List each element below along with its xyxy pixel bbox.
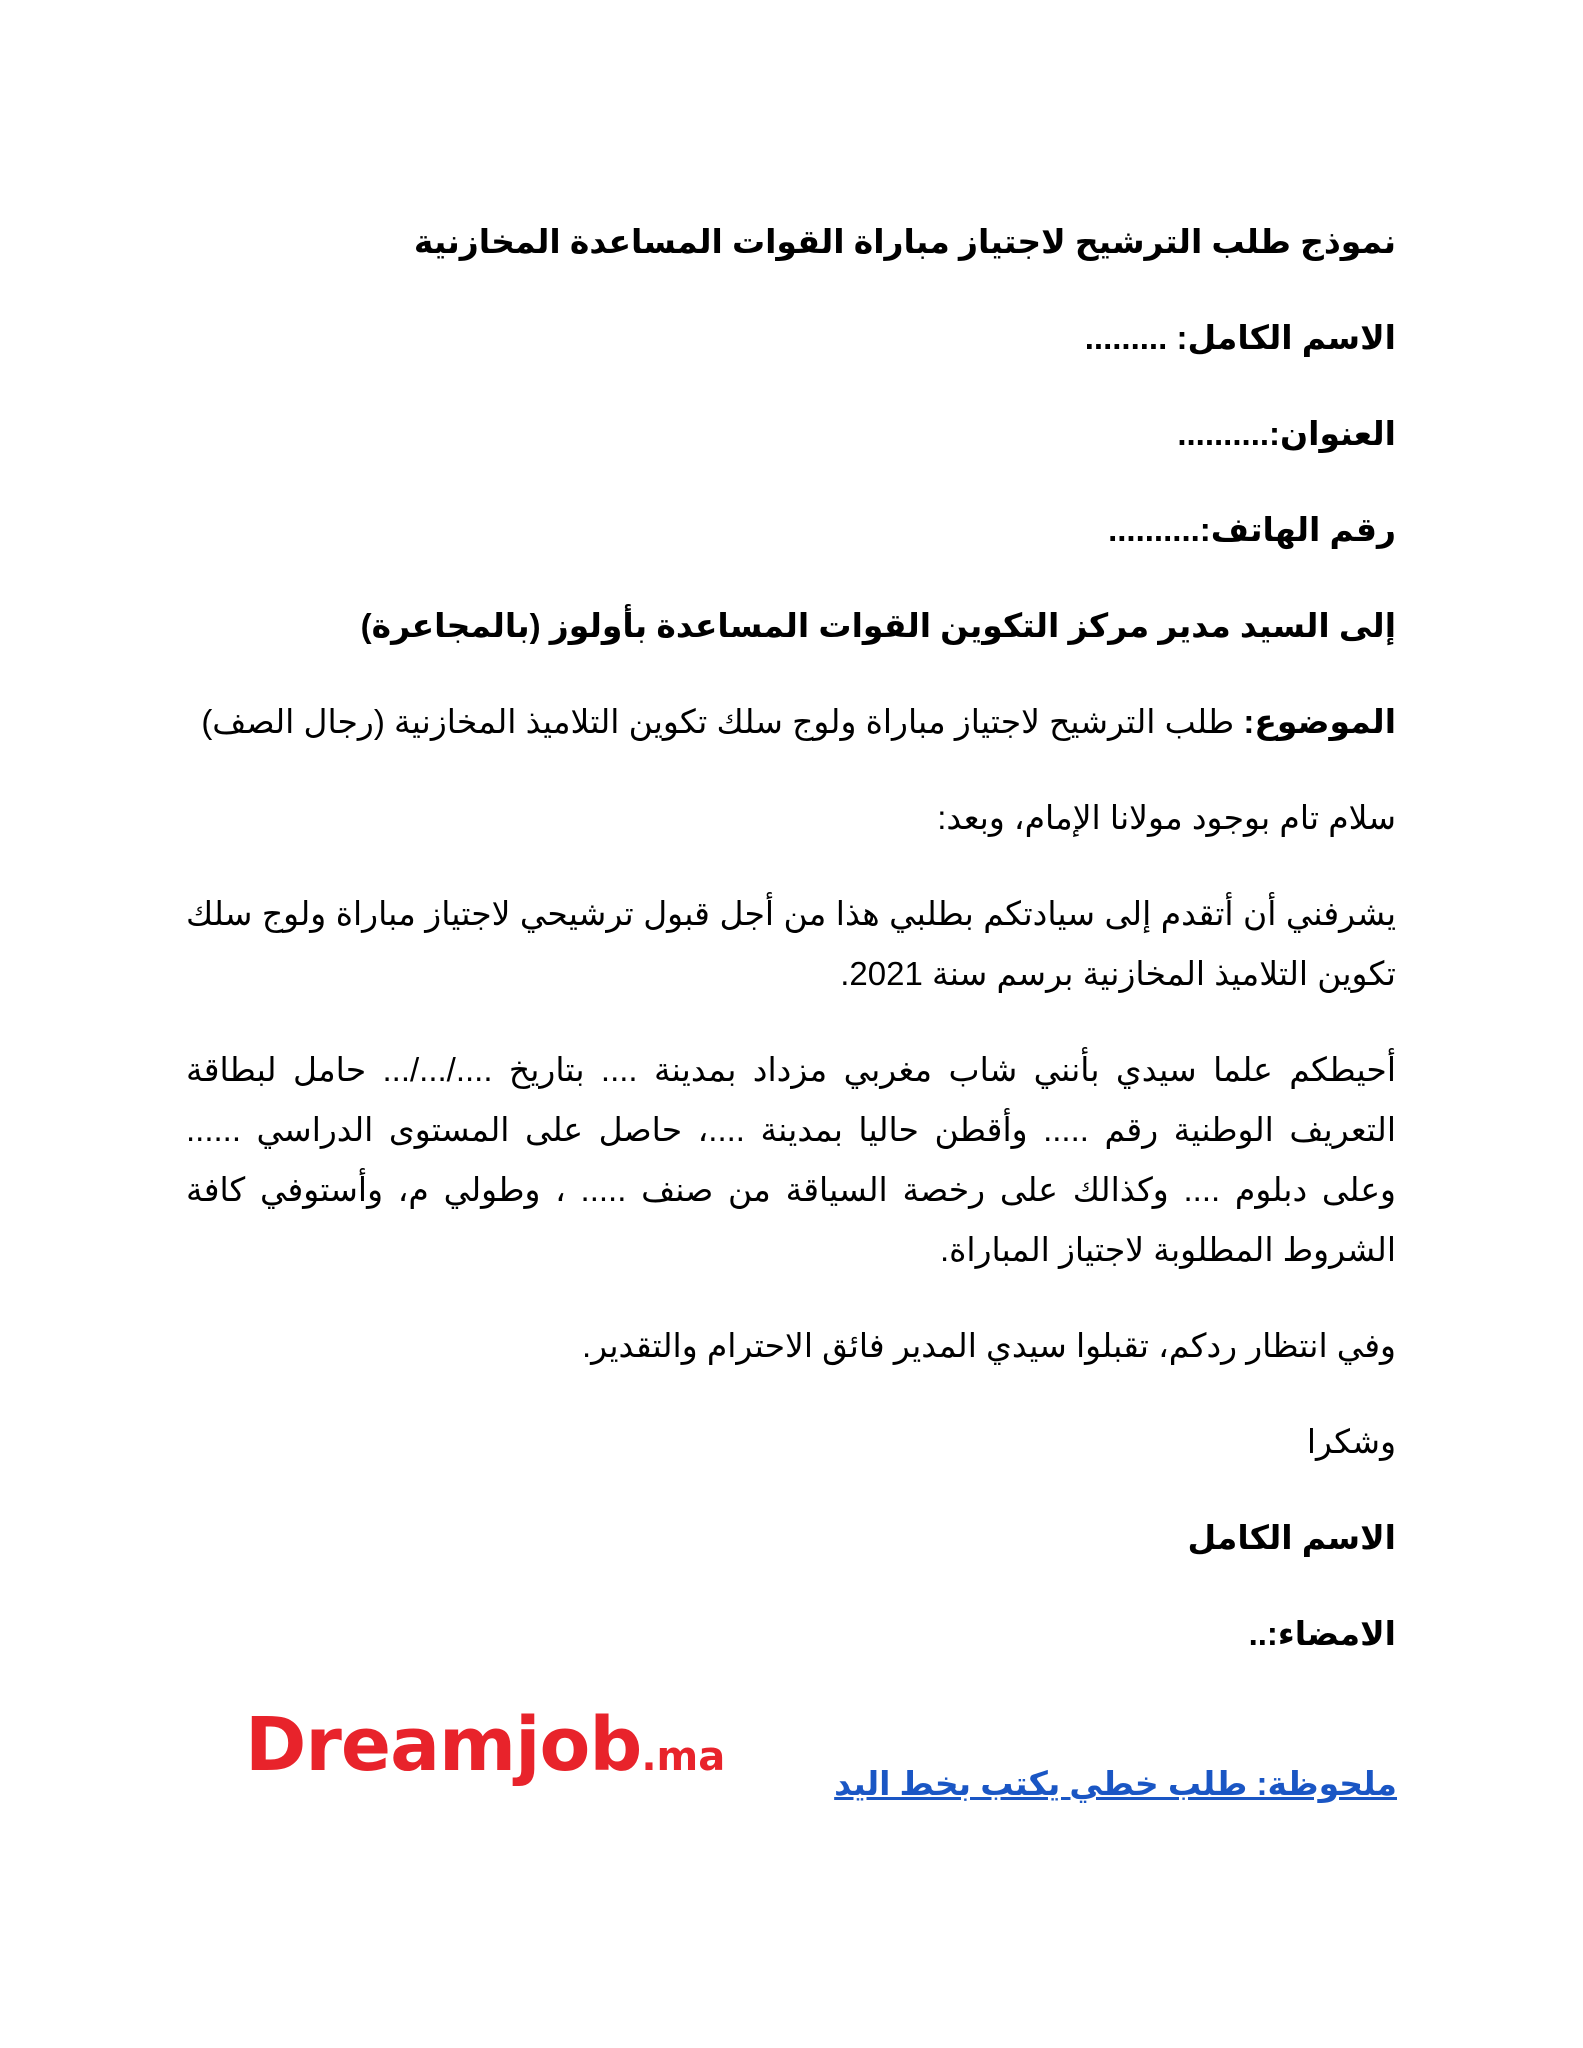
- recipient-line: إلى السيد مدير مركز التكوين القوات المساعدة بأولوز (بالمجاعرة): [360, 607, 1396, 644]
- signature-label: الامضاء:..: [1248, 1615, 1396, 1652]
- subject-label: الموضوع:: [1243, 703, 1396, 740]
- greeting-line: سلام تام بوجود مولانا الإمام، وبعد:: [937, 799, 1396, 836]
- full-name-line: [186, 308, 1396, 368]
- signature-name-label: الاسم الكامل: [1187, 1519, 1396, 1556]
- subject-line: [186, 692, 1396, 752]
- handwritten-note-link[interactable]: ملحوظة: طلب خطي يكتب بخط اليد: [834, 1765, 1397, 1802]
- letter-body: [186, 212, 1396, 1700]
- document-title: نموذج طلب الترشيح لاجتياز مباراة القوات المساعدة المخازنية: [413, 223, 1396, 260]
- address-value: ..........: [1177, 415, 1270, 452]
- phone-line: [186, 500, 1396, 560]
- logo-main-text: Dreamjob: [245, 1702, 642, 1788]
- logo-dot: .: [641, 1734, 657, 1780]
- request-paragraph: يشرفني أن أتقدم إلى سيادتكم بطلبي هذا من أجل قبول ترشيحي لاجتياز مباراة ولوج سلك تكوين التلاميذ المخازنية برسم سنة 2021.: [186, 895, 1396, 992]
- address-line: [186, 404, 1396, 464]
- logo-tld: ma: [656, 1734, 726, 1780]
- full-name-label: الاسم الكامل:: [1176, 319, 1396, 356]
- phone-value: ..........: [1108, 511, 1200, 548]
- address-label: العنوان:: [1269, 415, 1396, 452]
- dreamjob-logo: [245, 1702, 726, 1788]
- phone-label: رقم الهاتف:: [1199, 511, 1396, 548]
- closing-line: وفي انتظار ردكم، تقبلوا سيدي المدير فائق الاحترام والتقدير.: [581, 1327, 1396, 1364]
- thanks-line: وشكرا: [1306, 1423, 1396, 1460]
- details-paragraph: أحيطكم علما سيدي بأنني شاب مغربي مزداد بمدينة .... بتاريخ ..../.../... حامل لبطاقة التعريف الوطنية رقم ..... وأقطن حاليا بمدينة ....، حاصل على المستوى الدراسي ...... وعلى دبلوم .... وكذالك على رخصة السياقة من صنف ..... ، وطولي م، وأستوفي كافة الشروط المطلوبة لاجتياز المباراة.: [186, 1051, 1396, 1268]
- subject-text: طلب الترشيح لاجتياز مباراة ولوج سلك تكوين التلاميذ المخازنية (رجال الصف): [201, 703, 1235, 740]
- full-name-value: .........: [1084, 319, 1168, 356]
